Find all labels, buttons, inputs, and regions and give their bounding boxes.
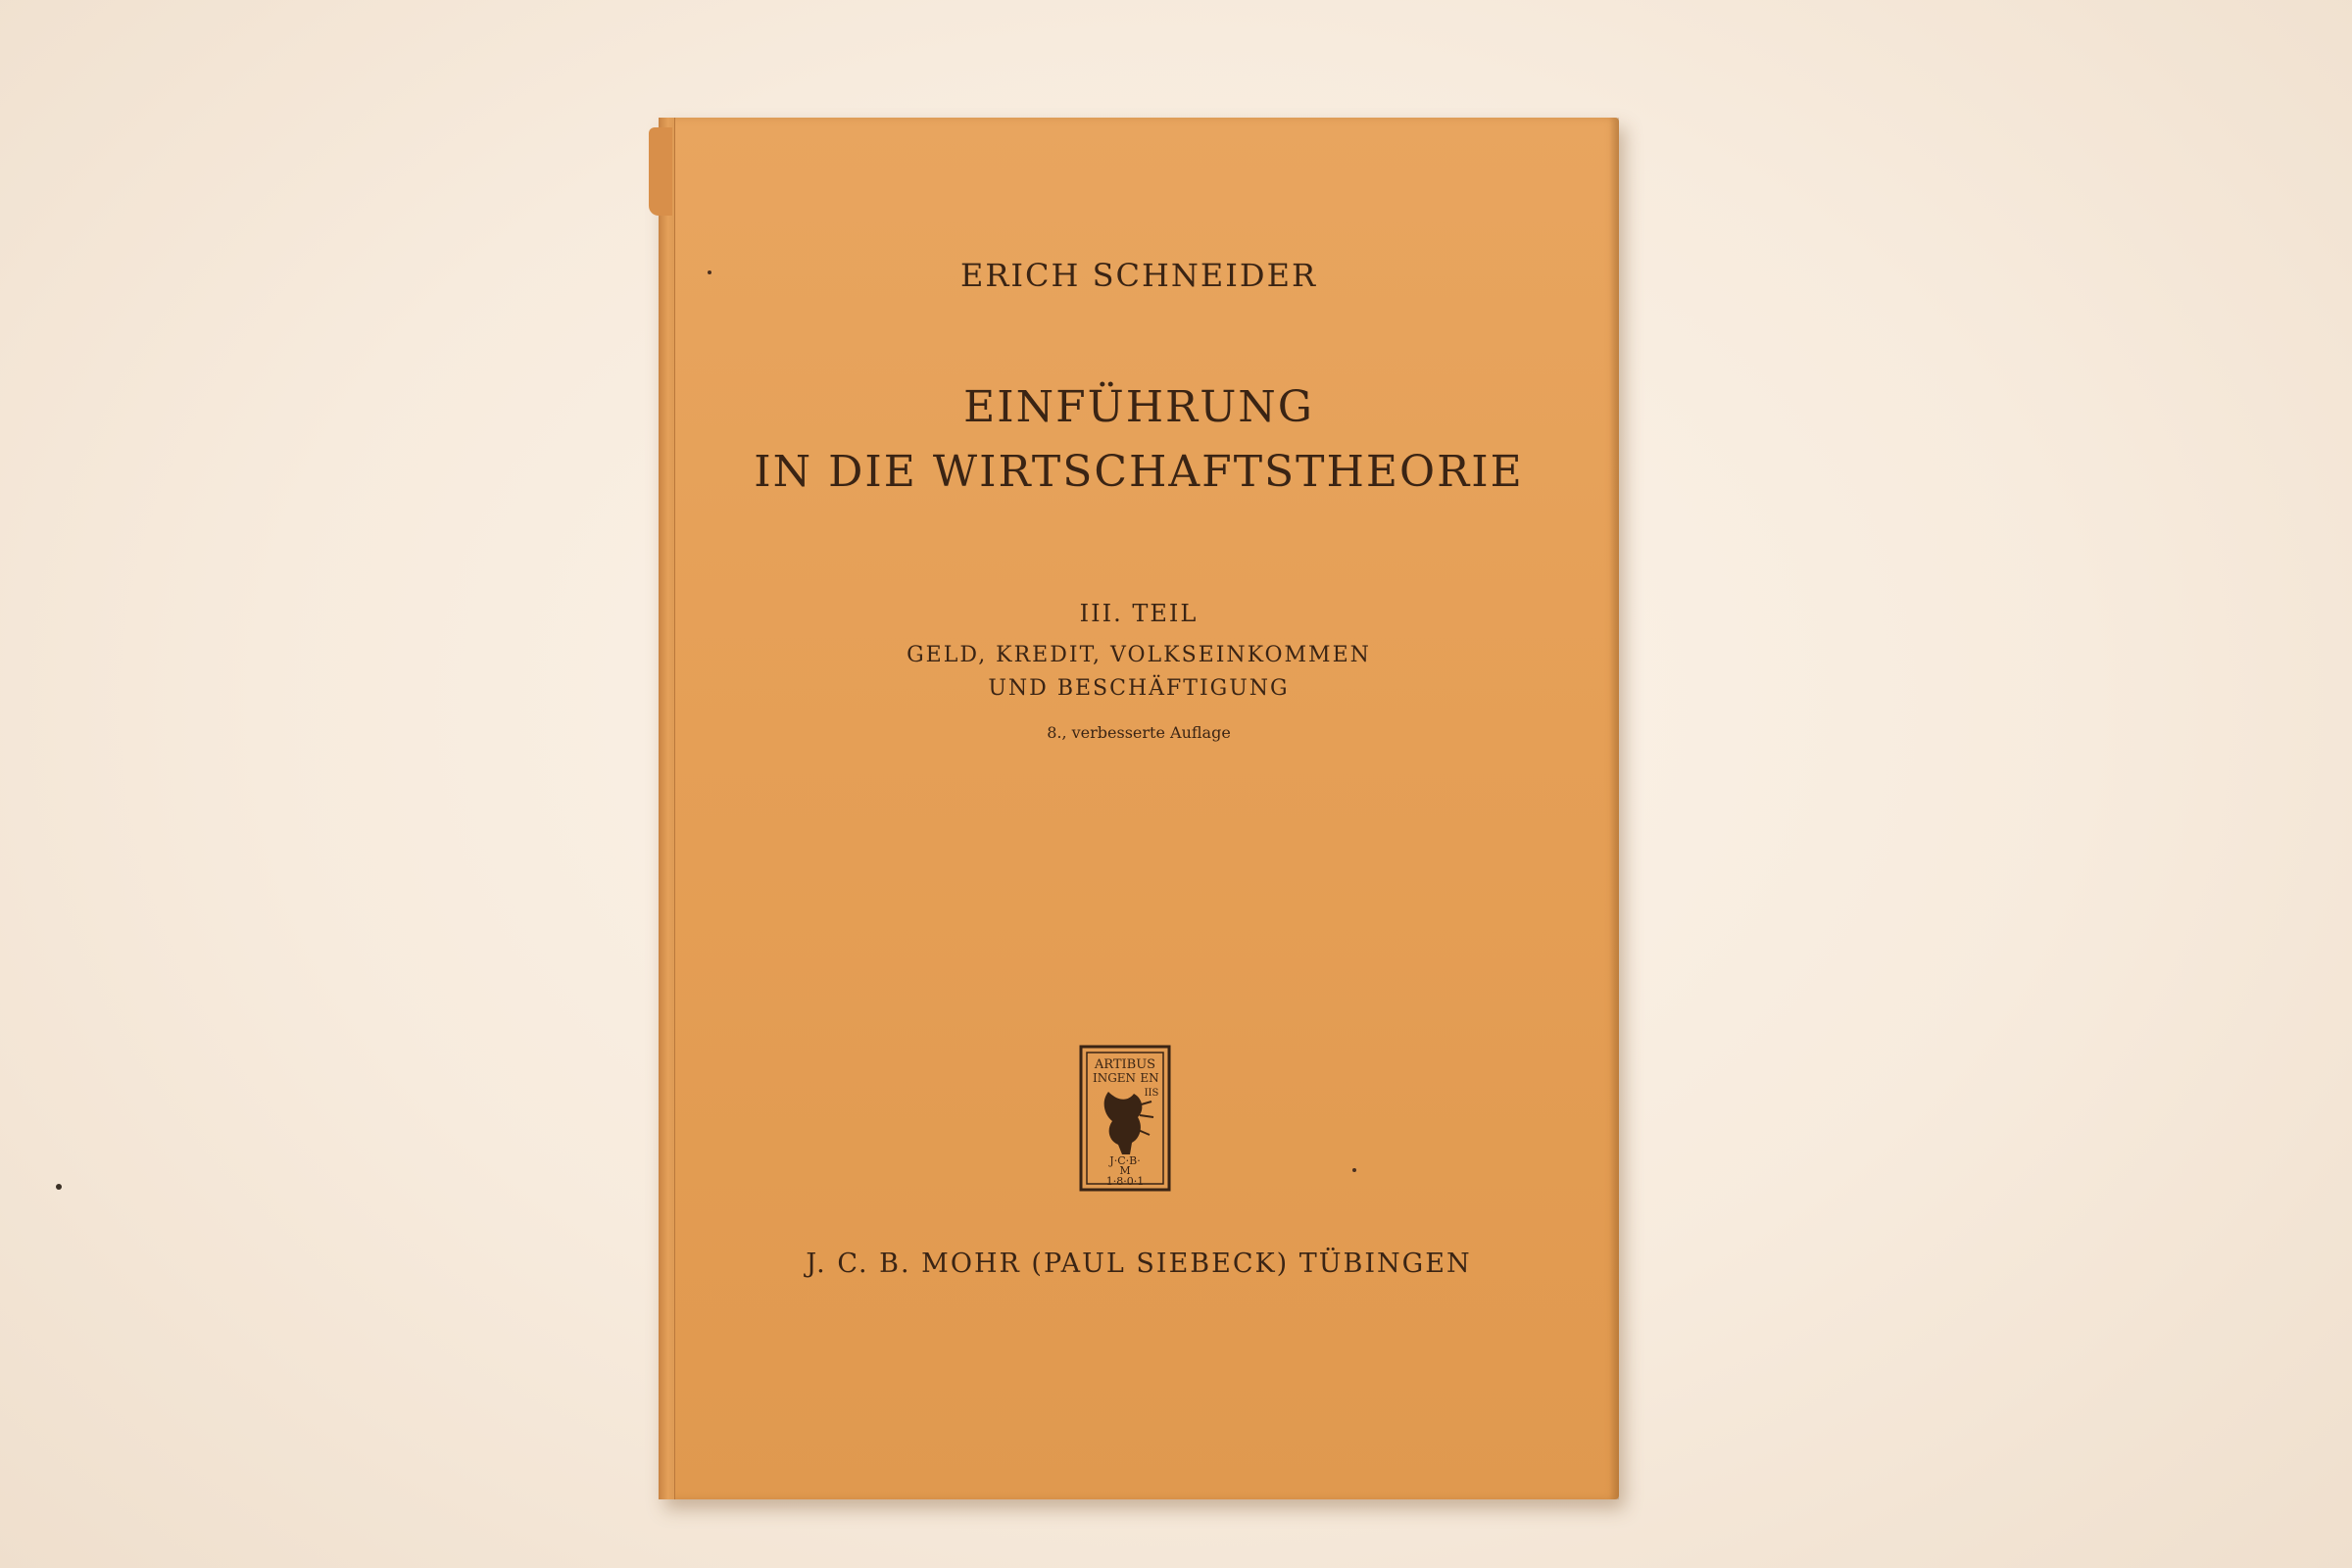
mark-text-5: J·C·B· (1109, 1154, 1141, 1167)
book-cover (659, 118, 1619, 1499)
mark-text-7: 1·8·0·1 (1105, 1175, 1145, 1188)
publisher-line: J. C. B. MOHR (PAUL SIEBECK) TÜBINGEN (806, 1249, 1472, 1279)
background-speck (56, 1184, 62, 1190)
part-label: III. TEIL (1079, 600, 1199, 627)
author-name: ERICH SCHNEIDER (959, 257, 1318, 294)
mark-text-2: INGEN (1092, 1071, 1137, 1085)
title-line-2: IN DIE WIRTSCHAFTSTHEORIE (754, 447, 1524, 497)
griffin-figure (1104, 1092, 1143, 1154)
mark-text-3: EN (1140, 1071, 1159, 1085)
edition-label: 8., verbesserte Auflage (1047, 723, 1231, 742)
mark-text-6: M (1119, 1164, 1131, 1177)
printer-mark-logo (1079, 1045, 1171, 1192)
spine-wear (649, 127, 672, 216)
subtitle-line-2: UND BESCHÄFTIGUNG (988, 676, 1290, 701)
subtitle-line-1: GELD, KREDIT, VOLKSEINKOMMEN (906, 643, 1371, 667)
mark-text-1: ARTIBUS (1094, 1057, 1156, 1072)
mark-text-4: IIS (1144, 1088, 1159, 1099)
cover-speck (708, 270, 711, 274)
cover-speck (1352, 1168, 1356, 1172)
title-line-1: EINFÜHRUNG (963, 382, 1314, 432)
